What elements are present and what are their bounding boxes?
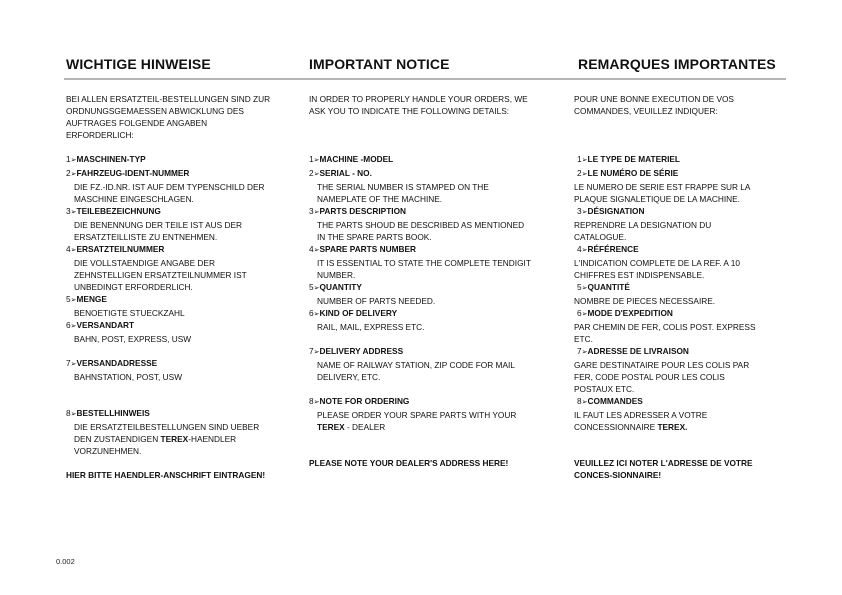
dealer-address-note-line: HIER BITTE HAENDLER-ANSCHRIFT EINTRAGEN! xyxy=(66,470,266,480)
arrow-bullet-icon: ➢ xyxy=(313,209,320,216)
item-number: 6 xyxy=(309,308,314,318)
intro-text xyxy=(66,93,301,141)
dealer-address-note xyxy=(574,457,789,481)
item-heading xyxy=(309,307,559,321)
arrow-bullet-icon: ➢ xyxy=(581,285,588,292)
item-description: PLAQUE SIGNALETIQUE DE LA MACHINE. xyxy=(574,194,740,204)
arrow-bullet-icon: ➢ xyxy=(70,323,77,330)
arrow-bullet-icon: ➢ xyxy=(70,361,77,368)
item-heading xyxy=(574,167,789,181)
item-label: MASCHINEN-TYP xyxy=(76,154,146,164)
item-heading xyxy=(66,167,301,181)
item-description: DELIVERY, ETC. xyxy=(317,372,381,382)
item-label: BESTELLHINWEIS xyxy=(76,408,150,418)
dealer-address-note xyxy=(66,469,301,481)
arrow-bullet-icon: ➢ xyxy=(313,157,320,164)
item-heading xyxy=(309,345,559,359)
item-label: DÉSIGNATION xyxy=(587,206,645,216)
item-label: MODE D'EXPEDITION xyxy=(587,308,673,318)
arrow-bullet-icon: ➢ xyxy=(581,311,588,318)
item-heading xyxy=(309,281,559,295)
item-label: PARTS DESCRIPTION xyxy=(319,206,407,216)
item-description: MASCHINE EINGESCHLAGEN. xyxy=(74,194,194,204)
list-item xyxy=(309,167,559,205)
item-description: NAMEPLATE OF THE MACHINE. xyxy=(317,194,443,204)
item-number: 2 xyxy=(577,168,582,178)
item-number: 7 xyxy=(309,346,314,356)
item-label: QUANTITÉ xyxy=(587,282,630,292)
list-item xyxy=(309,205,559,243)
title-german: WICHTIGE HINWEISE xyxy=(66,56,211,72)
intro-line: COMMANDES, VEUILLEZ INDIQUER: xyxy=(574,106,718,116)
item-heading xyxy=(66,407,301,421)
item-description: DIE ERSATZTEILBESTELLUNGEN SIND UEBER xyxy=(74,422,260,432)
dealer-address-note xyxy=(309,457,559,469)
item-description: BENOETIGTE STUECKZAHL xyxy=(74,308,185,318)
item-number: 3 xyxy=(309,206,314,216)
list-item xyxy=(309,281,559,307)
item-heading xyxy=(574,281,789,295)
arrow-bullet-icon: ➢ xyxy=(70,209,77,216)
spacer xyxy=(574,117,789,153)
item-description: ETC. xyxy=(574,334,593,344)
item-number: 5 xyxy=(577,282,582,292)
item-description: PAR CHEMIN DE FER, COLIS POST. EXPRESS xyxy=(574,322,756,332)
item-label: ADRESSE DE LIVRAISON xyxy=(587,346,689,356)
item-description: LE NUMERO DE SERIE EST FRAPPE SUR LA xyxy=(574,182,751,192)
arrow-bullet-icon: ➢ xyxy=(313,399,320,406)
list-item xyxy=(574,345,789,395)
item-description: THE PARTS SHOUD BE DESCRIBED AS MENTIONED xyxy=(317,220,525,230)
intro-line: IN ORDER TO PROPERLY HANDLE YOUR ORDERS, WE xyxy=(309,94,528,104)
spacer xyxy=(66,345,301,357)
item-label: TEILEBEZEICHNUNG xyxy=(76,206,161,216)
list-item xyxy=(66,357,301,383)
list-item xyxy=(66,205,301,243)
list-item xyxy=(574,243,789,281)
arrow-bullet-icon: ➢ xyxy=(581,399,588,406)
arrow-bullet-icon: ➢ xyxy=(70,411,77,418)
intro-line: ASK YOU TO INDICATE THE FOLLOWING DETAILS: xyxy=(309,106,510,116)
item-label: QUANTITY xyxy=(319,282,362,292)
item-description: VORZUNEHMEN. xyxy=(74,446,142,456)
brand-name: TEREX. xyxy=(657,422,688,432)
spacer xyxy=(66,141,301,153)
title-english: IMPORTANT NOTICE xyxy=(309,56,450,72)
arrow-bullet-icon: ➢ xyxy=(581,209,588,216)
item-description: L'INDICATION COMPLETE DE LA REF. A 10 xyxy=(574,258,741,268)
arrow-bullet-icon: ➢ xyxy=(313,349,320,356)
list-item xyxy=(66,319,301,345)
item-label: ERSATZTEILNUMMER xyxy=(76,244,165,254)
brand-name: TEREX xyxy=(317,422,345,432)
item-description: RAIL, MAIL, EXPRESS ETC. xyxy=(317,322,425,332)
item-description: DIE FZ.-ID.NR. IST AUF DEM TYPENSCHILD DER xyxy=(74,182,265,192)
dealer-address-note-line: CONCES-SIONNAIRE! xyxy=(574,470,662,480)
item-number: 2 xyxy=(66,168,71,178)
item-description: NUMBER OF PARTS NEEDED. xyxy=(317,296,436,306)
item-number: 4 xyxy=(309,244,314,254)
list-item xyxy=(66,167,301,205)
item-heading xyxy=(309,153,559,167)
list-item xyxy=(309,243,559,281)
list-item xyxy=(66,293,301,319)
list-item xyxy=(574,281,789,307)
item-description: REPRENDRE LA DESIGNATION DU xyxy=(574,220,712,230)
column-english xyxy=(309,93,559,469)
item-number: 2 xyxy=(309,168,314,178)
item-description: IL FAUT LES ADRESSER A VOTRE xyxy=(574,410,708,420)
item-label: VERSANDADRESSE xyxy=(76,358,158,368)
item-label: SPARE PARTS NUMBER xyxy=(319,244,416,254)
item-number: 1 xyxy=(309,154,314,164)
spacer xyxy=(574,433,789,457)
item-heading xyxy=(66,357,301,371)
arrow-bullet-icon: ➢ xyxy=(313,247,320,254)
column-german xyxy=(66,93,301,481)
item-heading xyxy=(66,319,301,333)
item-label: VERSANDART xyxy=(76,320,135,330)
item-number: 5 xyxy=(66,294,71,304)
item-heading xyxy=(66,205,301,219)
intro-line: ORDNUNGSGEMAESSEN ABWICKLUNG DES xyxy=(66,106,244,116)
dealer-address-note-line: PLEASE NOTE YOUR DEALER'S ADDRESS HERE! xyxy=(309,458,509,468)
item-label: NOTE FOR ORDERING xyxy=(319,396,410,406)
item-heading xyxy=(574,395,789,409)
spacer xyxy=(309,333,559,345)
arrow-bullet-icon: ➢ xyxy=(70,171,77,178)
list-item xyxy=(574,205,789,243)
intro-text xyxy=(309,93,559,117)
header-divider xyxy=(64,78,786,80)
item-description: DEN ZUSTAENDIGEN TEREX-HAENDLER xyxy=(74,434,237,444)
item-heading xyxy=(574,205,789,219)
item-number: 5 xyxy=(309,282,314,292)
item-description: IN THE SPARE PARTS BOOK. xyxy=(317,232,432,242)
list-item xyxy=(309,307,559,333)
item-number: 8 xyxy=(66,408,71,418)
item-heading xyxy=(309,167,559,181)
item-label: MENGE xyxy=(76,294,107,304)
item-label: DELIVERY ADDRESS xyxy=(319,346,404,356)
spacer xyxy=(66,457,301,469)
item-number: 4 xyxy=(66,244,71,254)
item-number: 4 xyxy=(577,244,582,254)
item-description: GARE DESTINATAIRE POUR LES COLIS PAR xyxy=(574,360,750,370)
item-description: NOMBRE DE PIECES NECESSAIRE. xyxy=(574,296,716,306)
item-heading xyxy=(309,243,559,257)
list-item xyxy=(309,153,559,167)
list-item xyxy=(574,167,789,205)
item-label: LE TYPE DE MATERIEL xyxy=(587,154,681,164)
list-item xyxy=(66,243,301,293)
item-description: BAHN, POST, EXPRESS, USW xyxy=(74,334,192,344)
item-label: SERIAL - NO. xyxy=(319,168,372,178)
item-number: 1 xyxy=(577,154,582,164)
item-heading xyxy=(309,395,559,409)
arrow-bullet-icon: ➢ xyxy=(581,157,588,164)
item-number: 1 xyxy=(66,154,71,164)
item-label: FAHRZEUG-IDENT-NUMMER xyxy=(76,168,190,178)
list-item xyxy=(574,395,789,433)
dealer-address-note-line: VEUILLEZ ICI NOTER L'ADRESSE DE VOTRE xyxy=(574,458,753,468)
list-item xyxy=(309,345,559,383)
item-description: UNBEDINGT ERFORDERLICH. xyxy=(74,282,193,292)
item-number: 7 xyxy=(66,358,71,368)
item-number: 6 xyxy=(577,308,582,318)
item-label: KIND OF DELIVERY xyxy=(319,308,398,318)
title-french: REMARQUES IMPORTANTES xyxy=(578,56,776,72)
spacer xyxy=(309,117,559,153)
item-label: LE NUMÉRO DE SÉRIE xyxy=(587,168,679,178)
arrow-bullet-icon: ➢ xyxy=(313,311,320,318)
item-number: 3 xyxy=(66,206,71,216)
item-label: MACHINE -MODEL xyxy=(319,154,394,164)
arrow-bullet-icon: ➢ xyxy=(70,247,77,254)
arrow-bullet-icon: ➢ xyxy=(581,171,588,178)
spacer xyxy=(309,383,559,395)
brand-name: TEREX xyxy=(160,434,189,444)
item-heading xyxy=(574,153,789,167)
intro-line: POUR UNE BONNE EXECUTION DE VOS xyxy=(574,94,734,104)
intro-text xyxy=(574,93,789,117)
intro-line: ERFORDERLICH: xyxy=(66,130,134,140)
spacer xyxy=(66,383,301,407)
item-description: THE SERIAL NUMBER IS STAMPED ON THE xyxy=(317,182,489,192)
item-description: DIE BENENNUNG DER TEILE IST AUS DER xyxy=(74,220,242,230)
list-item xyxy=(574,153,789,167)
item-number: 8 xyxy=(309,396,314,406)
item-number: 3 xyxy=(577,206,582,216)
item-description: NUMBER. xyxy=(317,270,356,280)
arrow-bullet-icon: ➢ xyxy=(313,285,320,292)
arrow-bullet-icon: ➢ xyxy=(581,247,588,254)
list-item xyxy=(309,395,559,433)
arrow-bullet-icon: ➢ xyxy=(70,157,77,164)
arrow-bullet-icon: ➢ xyxy=(313,171,320,178)
item-description: ZEHNSTELLIGEN ERSATZTEILNUMMER IST xyxy=(74,270,247,280)
item-description: DIE VOLLSTAENDIGE ANGABE DER xyxy=(74,258,215,268)
item-label: COMMANDES xyxy=(587,396,643,406)
item-label: RÉFÉRENCE xyxy=(587,244,639,254)
list-item xyxy=(66,153,301,167)
list-item xyxy=(574,307,789,345)
item-description: POSTAUX ETC. xyxy=(574,384,635,394)
item-description: FER, CODE POSTAL POUR LES COLIS xyxy=(574,372,725,382)
arrow-bullet-icon: ➢ xyxy=(581,349,588,356)
intro-line: AUFTRAGES FOLGENDE ANGABEN xyxy=(66,118,208,128)
item-description: BAHNSTATION, POST, USW xyxy=(74,372,183,382)
item-description: IT IS ESSENTIAL TO STATE THE COMPLETE TENDIGIT xyxy=(317,258,531,268)
item-description: PLEASE ORDER YOUR SPARE PARTS WITH YOUR xyxy=(317,410,517,420)
item-heading xyxy=(574,345,789,359)
item-number: 6 xyxy=(66,320,71,330)
item-heading xyxy=(574,307,789,321)
item-description: CHIFFRES EST INDISPENSABLE. xyxy=(574,270,705,280)
spacer xyxy=(309,433,559,457)
list-item xyxy=(66,407,301,457)
item-description: TEREX - DEALER xyxy=(317,422,386,432)
item-description: NAME OF RAILWAY STATION, ZIP CODE FOR MAIL xyxy=(317,360,515,370)
item-description: CATALOGUE. xyxy=(574,232,627,242)
page-number: 0.002 xyxy=(56,557,75,566)
item-description: CONCESSIONNAIRE TEREX. xyxy=(574,422,688,432)
item-heading xyxy=(309,205,559,219)
column-french xyxy=(574,93,789,481)
item-heading xyxy=(66,153,301,167)
item-heading xyxy=(66,243,301,257)
item-number: 7 xyxy=(577,346,582,356)
arrow-bullet-icon: ➢ xyxy=(70,297,77,304)
intro-line: BEI ALLEN ERSATZTEIL-BESTELLUNGEN SIND ZUR xyxy=(66,94,271,104)
item-heading xyxy=(574,243,789,257)
item-number: 8 xyxy=(577,396,582,406)
item-description: ERSATZTEILLISTE ZU ENTNEHMEN. xyxy=(74,232,218,242)
item-heading xyxy=(66,293,301,307)
